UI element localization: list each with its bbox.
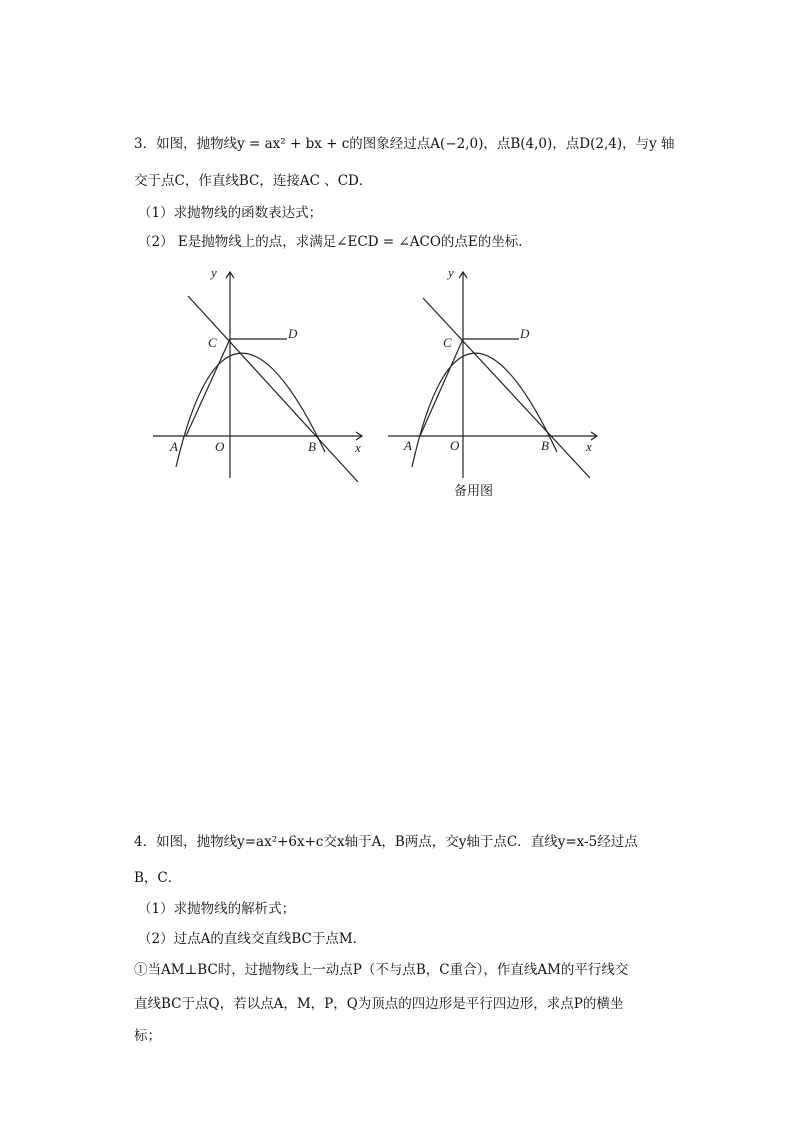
label-a: A: [170, 439, 178, 454]
label-y: y: [448, 265, 454, 280]
label-d: D: [520, 326, 530, 341]
parabola-figure-svg: [150, 262, 370, 482]
label-d: D: [288, 326, 298, 341]
problem4-question1: （1）求抛物线的解析式；: [138, 901, 296, 917]
problem3-statement-line1: 3．如图，抛物线y = ax² + bx + c的图象经过点A(−2,0)，点B(4,0)，点D(2,4)，与y 轴: [134, 136, 675, 152]
label-x: x: [355, 440, 361, 455]
segment-ac: [420, 339, 463, 436]
label-c: C: [443, 335, 452, 350]
problem4-question2: （2）过点A的直线交直线BC于点M．: [138, 931, 367, 947]
parabola-figure-spare-svg: [385, 262, 605, 482]
label-x: x: [586, 439, 592, 454]
problem3-statement-line2: 交于点C，作直线BC，连接AC 、CD．: [134, 173, 373, 189]
problem4-question2a-line3: 标；: [134, 1028, 161, 1044]
parabola-curve: [412, 353, 557, 467]
label-y: y: [211, 265, 217, 280]
parabola-figure-main: [150, 262, 370, 482]
problem4-statement-line2: B，C．: [134, 870, 182, 886]
label-o: O: [215, 439, 225, 454]
line-bc: [423, 298, 590, 478]
label-o: O: [450, 438, 460, 453]
label-c: C: [208, 335, 217, 350]
label-b: B: [541, 438, 549, 453]
problem3-question1: （1）求抛物线的函数表达式；: [138, 205, 323, 221]
label-b: B: [308, 439, 316, 454]
problem4-question2a-line1: ①当AM⊥BC时，过抛物线上一动点P（不与点B，C重合），作直线AM的平行线交: [134, 962, 629, 978]
problem4-statement-line1: 4．如图，抛物线y=ax²+6x+c交x轴于A，B两点，交y轴于点C．直线y=x-5经过点: [134, 834, 638, 850]
segment-ac: [186, 339, 230, 436]
label-a: A: [404, 438, 412, 453]
spare-figure-caption: 备用图: [454, 484, 494, 499]
problem3-question2: （2） E是抛物线上的点，求满足∠ECD = ∠ACO的点E的坐标．: [138, 234, 532, 250]
line-bc: [188, 296, 358, 482]
problem4-question2a-line2: 直线BC于点Q，若以点A，M，P，Q为顶点的四边形是平行四边形，求点P的横坐: [134, 996, 624, 1012]
parabola-figure-spare: [385, 262, 605, 482]
